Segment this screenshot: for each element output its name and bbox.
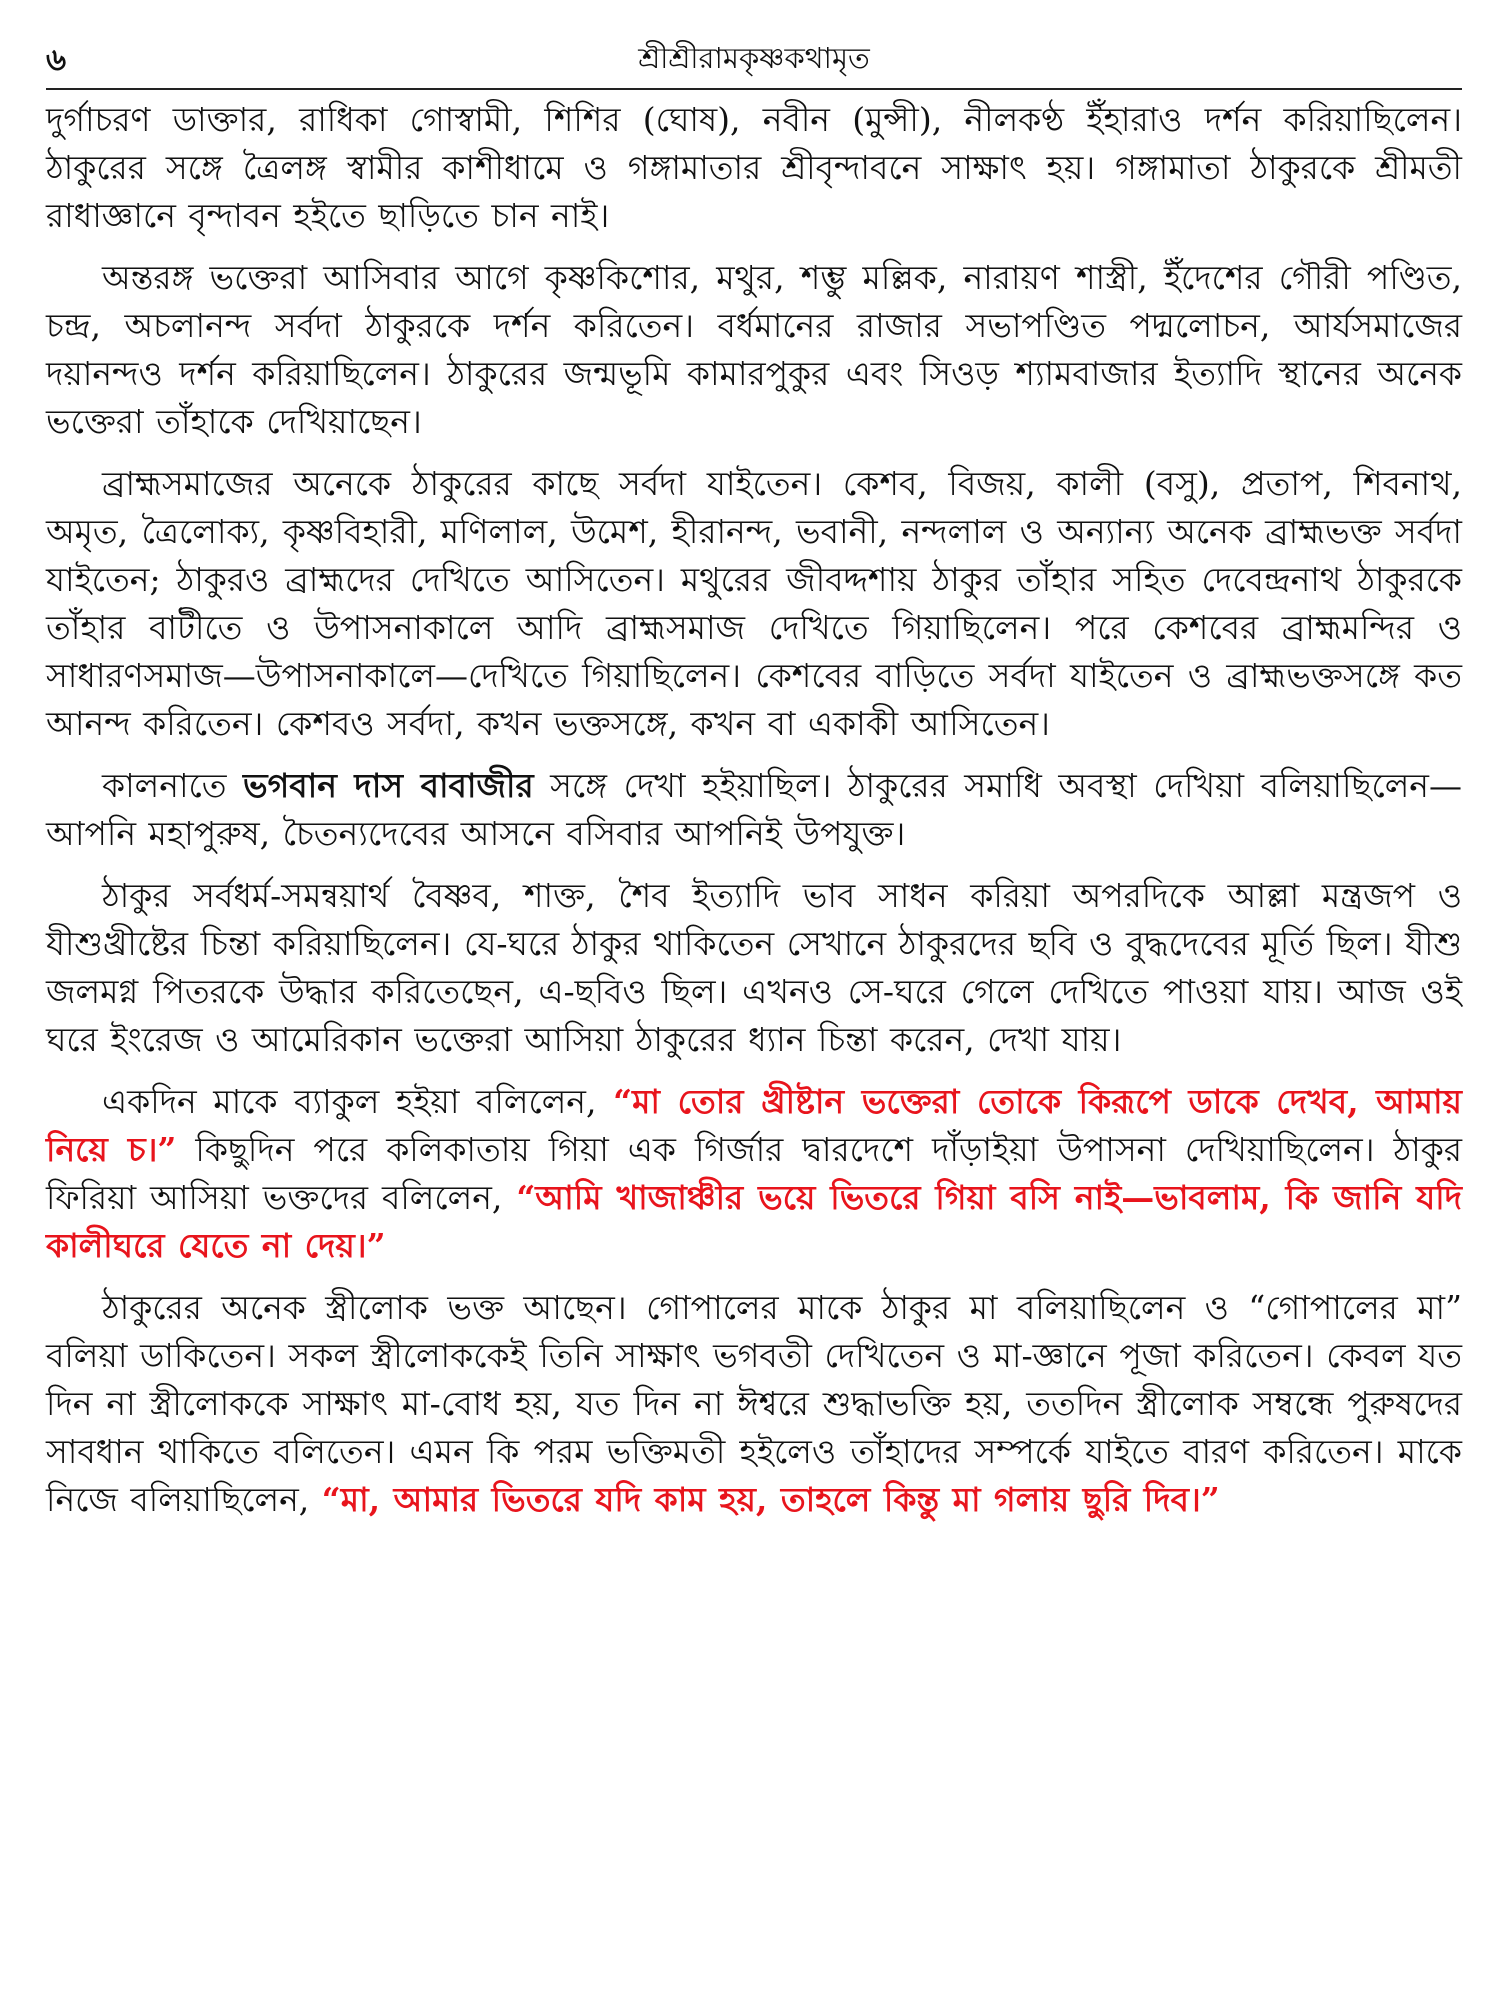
bold-name: ভগবান দাস বাবাজীর [243,766,534,805]
highlighted-quote: “মা তোর খ্রীষ্টান ভক্তেরা তোকে কিরূপে ডাকে দেখব, আমায় নিয়ে চ।” [46,1082,1462,1169]
paragraph-text: অন্তরঙ্গ ভক্তেরা আসিবার আগে কৃষ্ণকিশোর, মথুর, শম্ভু মল্লিক, নারায়ণ শাস্ত্রী, ইঁদেশের গৌরী পণ্ডিত, চন্দ্র, অচলানন্দ সর্বদা ঠাকুরকে দর্শন করিতেন। বর্ধমানের রাজার সভাপণ্ডিত পদ্মলোচন, আর্যসমাজের দয়ানন্দও দর্শন করিয়াছিলেন। ঠাকুরের জন্মভূমি কামারপুকুর এবং সিওড় শ্যামবাজার ইত্যাদি স্থানের অনেক ভক্তেরা তাঁহাকে দেখিয়াছেন। [46,258,1462,441]
highlighted-quote: “আমি খাজাঞ্চীর ভয়ে ভিতরে গিয়া বসি নাই—ভাবলাম, কি জানি যদি কালীঘরে যেতে না দেয়।” [46,1178,1462,1265]
paragraph-text: ঠাকুর সর্বধর্ম-সমন্বয়ার্থ বৈষ্ণব, শাক্ত, শৈব ইত্যাদি ভাব সাধন করিয়া অপরদিকে আল্লা মন্ত্রজপ ও যীশুখ্রীষ্টের চিন্তা করিয়াছিলেন। যে-ঘরে ঠাকুর থাকিতেন সেখানে ঠাকুরদের ছবি ও বুদ্ধদেবের মূর্তি ছিল। যীশু জলমগ্ন পিতরকে উদ্ধার করিতেছেন, এ-ছবিও ছিল। এখনও সে-ঘরে গেলে দেখিতে পাওয়া যায়। আজ ওই ঘরে ইংরেজ ও আমেরিকান ভক্তেরা আসিয়া ঠাকুরের ধ্যান চিন্তা করেন, দেখা যায়। [46,876,1462,1059]
paragraph-text: ব্রাহ্মসমাজের অনেকে ঠাকুরের কাছে সর্বদা যাইতেন। কেশব, বিজয়, কালী (বসু), প্রতাপ, শিবনাথ, অমৃত, ত্রৈলোক্য, কৃষ্ণবিহারী, মণিলাল, উমেশ, হীরানন্দ, ভবানী, নন্দলাল ও অন্যান্য অনেক ব্রাহ্মভক্ত সর্বদা যাইতেন; ঠাকুরও ব্রাহ্মদের দেখিতে আসিতেন। মথুরের জীবদ্দশায় ঠাকুর তাঁহার সহিত দেবেন্দ্রনাথ ঠাকুরকে তাঁহার বাটীতে ও উপাসনাকালে আদি ব্রাহ্মসমাজ দেখিতে গিয়াছিলেন। পরে কেশবের ব্রাহ্মমন্দির ও সাধারণসমাজ—উপাসনাকালে—দেখিতে গিয়াছিলেন। কেশবের বাড়িতে সর্বদা যাইতেন ও ব্রাহ্মভক্তসঙ্গে কত আনন্দ করিতেন। কেশবও সর্বদা, কখন ভক্তসঙ্গে, কখন বা একাকী আসিতেন। [46,464,1462,743]
paragraph-text: ঠাকুরের অনেক স্ত্রীলোক ভক্ত আছেন। গোপালের মাকে ঠাকুর মা বলিয়াছিলেন ও “গোপালের মা” বলিয়া ডাকিতেন। সকল স্ত্রীলোককেই তিনি সাক্ষাৎ ভগবতী দেখিতেন ও মা-জ্ঞানে পূজা করিতেন। কেবল যত দিন না স্ত্রীলোককে সাক্ষাৎ মা-বোধ হয়, যত দিন না ঈশ্বরে শুদ্ধাভক্তি হয়, ততদিন স্ত্রীলোক সম্বন্ধে পুরুষদের সাবধান থাকিতে বলিতেন। এমন কি পরম ভক্তিমতী হইলেও তাঁহাদের সম্পর্কে যাইতে বারণ করিতেন। মাকে নিজে বলিয়াছিলেন, [46,1288,1462,1519]
page-body [46,96,1462,1524]
paragraph-text: দুর্গাচরণ ডাক্তার, রাধিকা গোস্বামী, শিশির (ঘোষ), নবীন (মুন্সী), নীলকণ্ঠ ইঁহারাও দর্শন করিয়াছিলেন। ঠাকুরের সঙ্গে ত্রৈলঙ্গ স্বামীর কাশীধামে ও গঙ্গামাতার শ্রীবৃন্দাবনে সাক্ষাৎ হয়। গঙ্গামাতা ঠাকুরকে শ্রীমতী রাধাজ্ঞানে বৃন্দাবন হইতে ছাড়িতে চান নাই। [46,100,1462,235]
running-title: শ্রীশ্রীরামকৃষ্ণকথামৃত [638,41,870,75]
paragraph [46,762,1462,858]
paragraph [46,1078,1462,1270]
highlighted-quote: “মা, আমার ভিতরে যদি কাম হয়, তাহলে কিন্তু মা গলায় ছুরি দিব।” [321,1480,1220,1519]
paragraph [46,872,1462,1064]
page-number: ৬ [46,42,67,78]
paragraph [46,1284,1462,1524]
paragraph [46,96,1462,240]
paragraph [46,460,1462,748]
paragraph-text: সঙ্গে দেখা হইয়াছিল। ঠাকুরের সমাধি অবস্থা দেখিয়া বলিয়াছিলেন—আপনি মহাপুরুষ, চৈতন্যদেবের আসনে বসিবার আপনিই উপযুক্ত। [46,766,1462,853]
paragraph-text: একদিন মাকে ব্যাকুল হইয়া বলিলেন, [102,1082,614,1121]
running-header [46,30,1462,90]
paragraph [46,254,1462,446]
paragraph-text: কিছুদিন পরে কলিকাতায় গিয়া এক গির্জার দ্বারদেশে দাঁড়াইয়া উপাসনা দেখিয়াছিলেন। ঠাকুর ফিরিয়া আসিয়া ভক্তদের বলিলেন, [46,1130,1462,1217]
paragraph-text: কালনাতে [102,766,244,805]
